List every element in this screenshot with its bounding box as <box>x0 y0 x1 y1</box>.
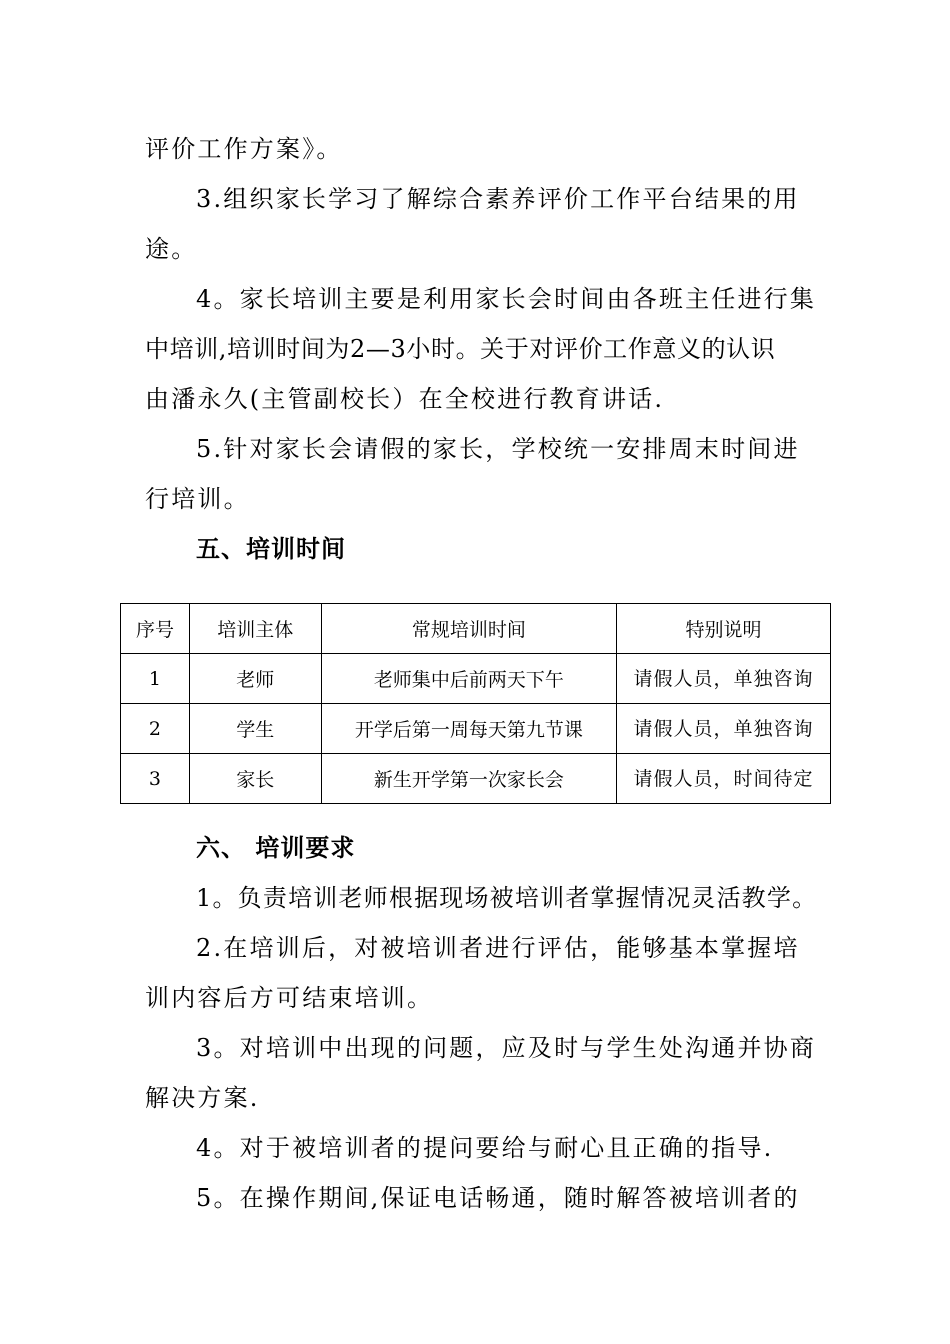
header-cell: 序号 <box>121 604 190 654</box>
paragraph-line: 行培训。 <box>145 485 250 513</box>
table-cell: 1 <box>121 654 190 704</box>
table-row <box>121 754 831 804</box>
note-text: 请假人员，时间待定 <box>633 767 814 790</box>
paragraph-line: 3.组织家长学习了解综合素养评价工作平台结果的用 <box>196 185 800 213</box>
header-cell: 常规培训时间 <box>321 604 616 654</box>
header-cell: 培训主体 <box>189 604 321 654</box>
paragraph-line: 5。在操作期间,保证电话畅通，随时解答被培训者的 <box>196 1184 800 1212</box>
table-cell: 家长 <box>189 754 321 804</box>
table-row <box>121 654 831 704</box>
paragraph-line: 4。对于被培训者的提问要给与耐心且正确的指导. <box>196 1134 774 1162</box>
paragraph-line: 1。负责培训老师根据现场被培训者掌握情况灵活教学。 <box>196 884 818 912</box>
table-cell: 3 <box>121 754 190 804</box>
note-text: 请假人员，单独咨询 <box>633 717 814 740</box>
table-cell: 老师集中后前两天下午 <box>321 654 616 704</box>
table-cell: 老师 <box>189 654 321 704</box>
paragraph-line: 3。对培训中出现的问题，应及时与学生处沟通并协商 <box>196 1034 817 1062</box>
table-cell: 2 <box>121 704 190 754</box>
section-heading: 五、培训时间 <box>196 535 346 563</box>
table-cell: 学生 <box>189 704 321 754</box>
paragraph-line: 训内容后方可结束培训。 <box>145 984 434 1012</box>
table-row <box>121 704 831 754</box>
table-header-row <box>121 604 831 654</box>
training-schedule-table <box>120 603 831 804</box>
paragraph-line: 途。 <box>145 235 198 263</box>
table-cell: 新生开学第一次家长会 <box>321 754 616 804</box>
header-cell: 特别说明 <box>617 604 831 654</box>
table-cell <box>617 754 831 804</box>
section-heading: 六、 培训要求 <box>196 834 356 862</box>
paragraph-line: 中培训,培训时间为2—3小时。关于对评价工作意义的认识 <box>145 335 776 363</box>
paragraph-line: 解决方案. <box>145 1084 260 1112</box>
table-cell <box>617 654 831 704</box>
paragraph-line: 2.在培训后，对被培训者进行评估，能够基本掌握培 <box>196 934 800 962</box>
table-cell: 开学后第一周每天第九节课 <box>321 704 616 754</box>
paragraph-line: 由潘永久(主管副校长）在全校进行教育讲话. <box>145 385 665 413</box>
table-cell <box>617 704 831 754</box>
paragraph-line: 5.针对家长会请假的家长，学校统一安排周末时间进 <box>196 435 800 463</box>
note-text: 请假人员，单独咨询 <box>633 667 814 690</box>
paragraph-line: 评价工作方案》。 <box>145 135 343 163</box>
paragraph-line: 4。家长培训主要是利用家长会时间由各班主任进行集 <box>196 285 817 313</box>
